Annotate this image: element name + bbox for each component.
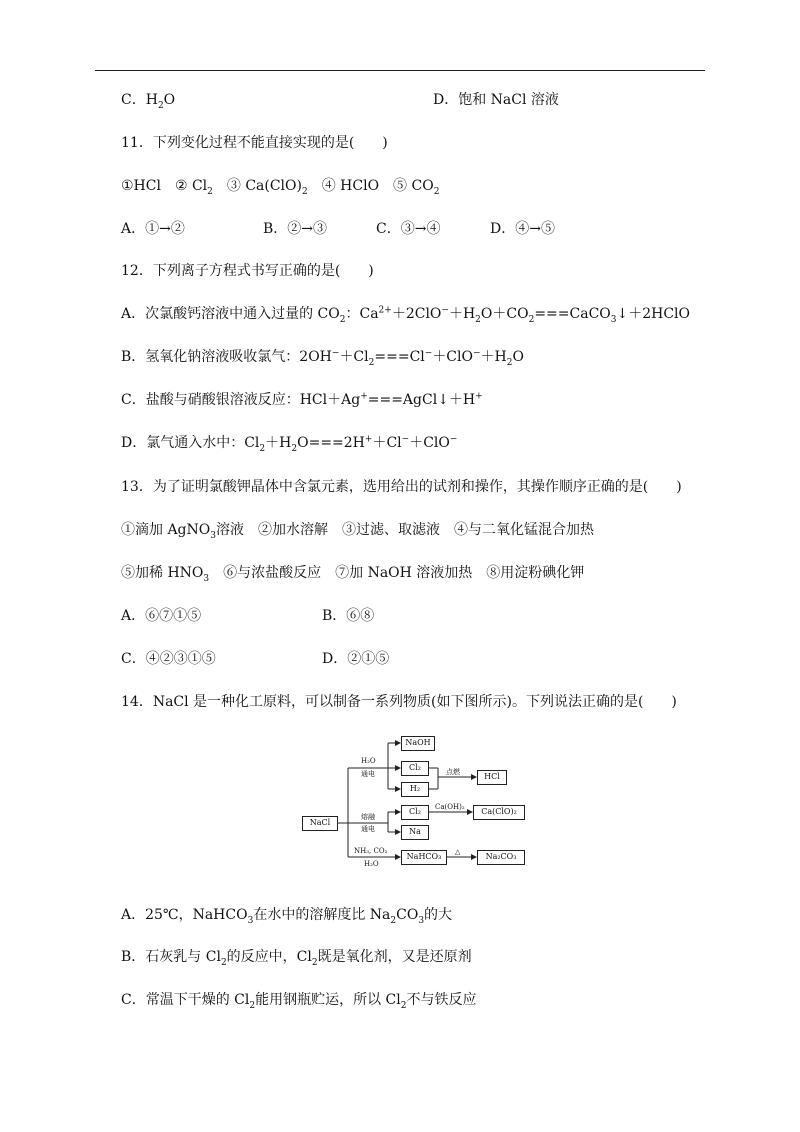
q14-option-a: A．25℃，NaHCO$_3$在水中的溶解度比 $Na_2CO_3$的大 [121,907,453,926]
q13-option-b: B．⑥⑧ [322,608,375,624]
label-molten: 熔融 [361,813,375,821]
cl2-box: Cl₂ [401,761,429,776]
cl2-molten-box: Cl₂ [401,805,429,820]
caclo2-box: Ca(ClO)₂ [473,805,525,820]
q13-stem: 13．为了证明氯酸钾晶体中含氯元素，选用给出的试剂和操作，其操作顺序正确的是( ) [121,479,682,495]
label-ignite: 点燃 [446,768,460,776]
label-electrolysis: 通电 [361,770,375,778]
na-box: Na [401,825,429,840]
q12-option-c: C．盐酸与硝酸银溶液反应：HCl＋Ag+===AgCl↓＋H+ [121,391,483,408]
nacl-flow-diagram [300,733,530,869]
q11-option-b: B．②→③ [263,221,328,237]
label-nh3-co2: NH₃, CO₂ [354,847,388,855]
nahco3-box: NaHCO₃ [401,850,447,865]
label-h2o: H₂O [361,757,376,765]
h2-box: H₂ [401,782,429,797]
label-h2o-2: H₂O [364,860,379,868]
q11-option-a: A．①→② [121,221,185,237]
q13-steps-row1: ①滴加 AgNO$_3$溶液 ②加水溶解 ③过滤、取滤液 ④与二氧化锰混合加热 [121,522,594,541]
nacl-box: NaCl [302,816,338,831]
q12-stem: 12．下列离子方程式书写正确的是( ) [121,263,374,279]
q12-option-d: D．氯气通入水中：$Cl_2+H_2O===2H^++Cl^-+ClO^-$ [121,434,458,454]
hcl-box: HCl [477,770,507,785]
q13-option-a: A．⑥⑦①⑤ [121,608,202,624]
q11-option-d: D．④→⑤ [490,221,555,237]
q14-option-b: B．石灰乳与 $Cl_2$的反应中，$Cl_2$既是氧化剂，又是还原剂 [121,949,472,968]
q12-option-a: A．次氯酸钙溶液中通入过量的 $CO_2$：$Ca^{2+}+2ClO^-+H_2O+CO_2===CaCO_3↓+2HClO$ [121,305,691,325]
q14-stem: 14．NaCl 是一种化工原料，可以制备一系列物质(如下图所示)。下列说法正确的是( ) [121,694,677,710]
q13-option-c: C．④②③①⑤ [121,651,216,667]
q11-items: ①HCl ② $Cl_2$ ③ $Ca(ClO)_2$ ④ HClO ⑤ $CO_2$ [121,178,440,197]
na2co3-box: Na₂CO₃ [477,850,525,865]
label-electrolysis-2: 通电 [361,825,375,833]
q11-stem: 11．下列变化过程不能直接实现的是( ) [121,135,388,151]
label-heat: △ [455,848,461,856]
q10-option-d: D．饱和 NaCl 溶液 [433,92,559,108]
header-rule [95,70,705,71]
q11-option-c: C．③→④ [376,221,441,237]
q10-option-c: C．$H_2O$ [121,92,176,111]
naoh-box: NaOH [401,736,435,751]
q13-steps-row2: ⑤加稀 $HNO_3$ ⑥与浓盐酸反应 ⑦加 NaOH 溶液加热 ⑧用淀粉碘化钾 [121,565,585,584]
diagram-connectors [300,733,530,869]
q12-option-b: B．氢氧化钠溶液吸收氯气：$2OH^-+Cl_2===Cl^-+ClO^-+H_2O$ [121,348,524,368]
q14-option-c: C．常温下干燥的 $Cl_2$能用钢瓶贮运，所以 $Cl_2$不与铁反应 [121,992,477,1011]
q13-option-d: D．②①⑤ [322,651,390,667]
label-caoh2: Ca(OH)₂ [435,803,465,811]
